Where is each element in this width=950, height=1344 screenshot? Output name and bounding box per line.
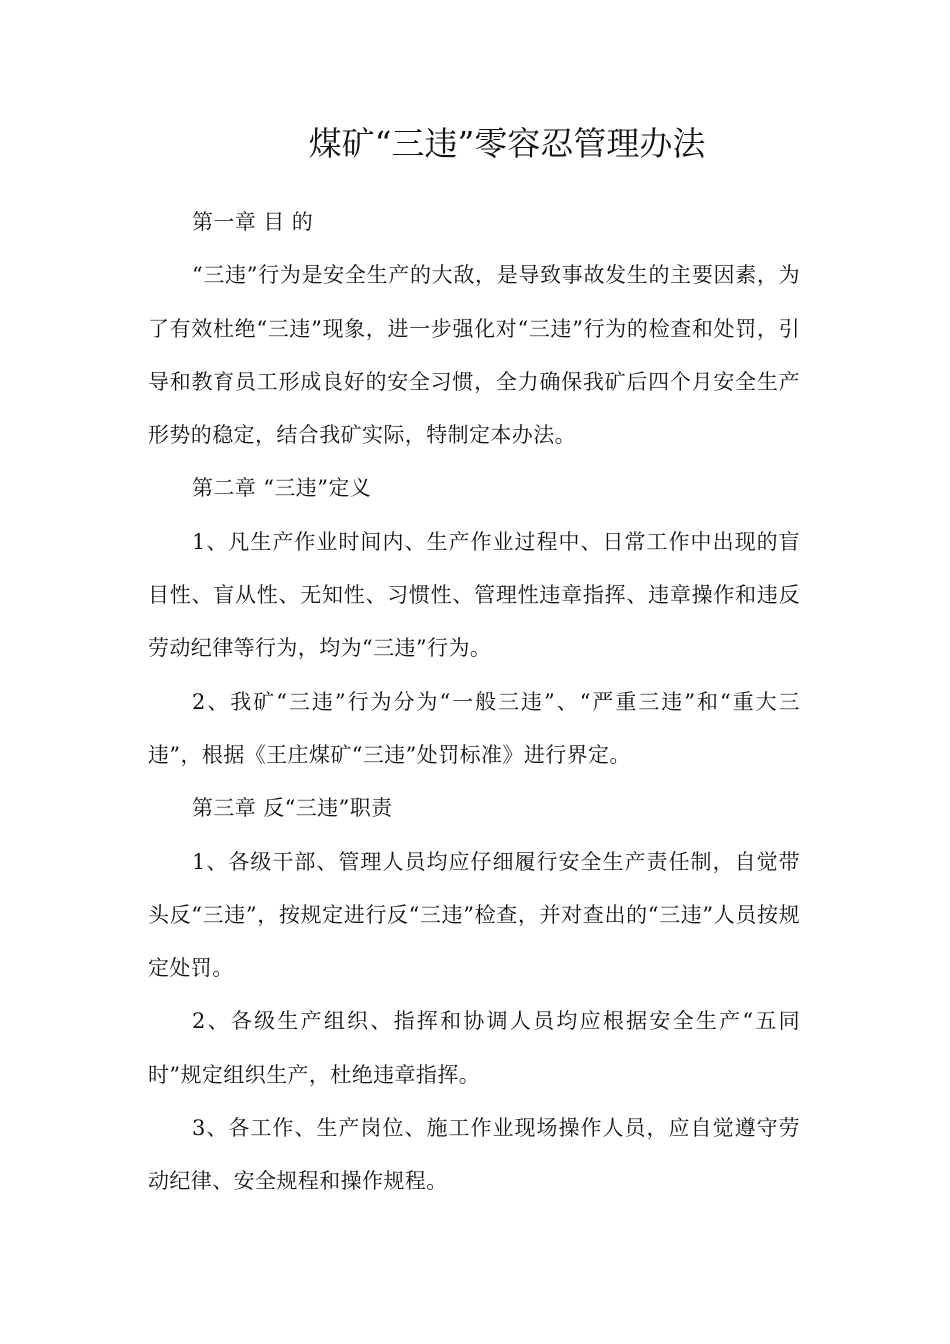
chapter-1-paragraph: “三违”行为是安全生产的大敌，是导致事故发生的主要因素，为了有效杜绝“三违”现象，进一步强化对“三违”行为的检查和处罚，引导和教育员工形成良好的安全习惯，全力确保我矿后四个月安全生产形势的稳定，结合我矿实际，特制定本办法。 [148, 263, 800, 448]
document-title: 煤矿“三违”零容忍管理办法 [308, 124, 706, 163]
document-body [148, 196, 800, 1209]
chapter-2-heading: 第二章 “三违”定义 [192, 476, 372, 501]
chapter-2-item-2: 2、我矿“三违”行为分为“一般三违”、“严重三违”和“重大三违”，根据《王庄煤矿“三违”处罚标准》进行界定。 [148, 689, 800, 767]
chapter-3-heading: 第三章 反“三违”职责 [192, 796, 393, 821]
chapter-1-heading: 第一章 目 的 [192, 210, 314, 234]
chapter-3-item-3: 3、各工作、生产岗位、施工作业现场操作人员，应自觉遵守劳动纪律、安全规程和操作规程。 [148, 1116, 800, 1194]
chapter-3-item-2: 2、各级生产组织、指挥和协调人员均应根据安全生产“五同时”规定组织生产，杜绝违章指挥。 [148, 1009, 800, 1087]
chapter-3-item-1: 1、各级干部、管理人员均应仔细履行安全生产责任制，自觉带头反“三违”，按规定进行反“三违”检查，并对查出的“三违”人员按规定处罚。 [148, 849, 800, 981]
chapter-2-item-1: 1、凡生产作业时间内、生产作业过程中、日常工作中出现的盲目性、盲从性、无知性、习惯性、管理性违章指挥、违章操作和违反劳动纪律等行为，均为“三违”行为。 [148, 529, 800, 661]
